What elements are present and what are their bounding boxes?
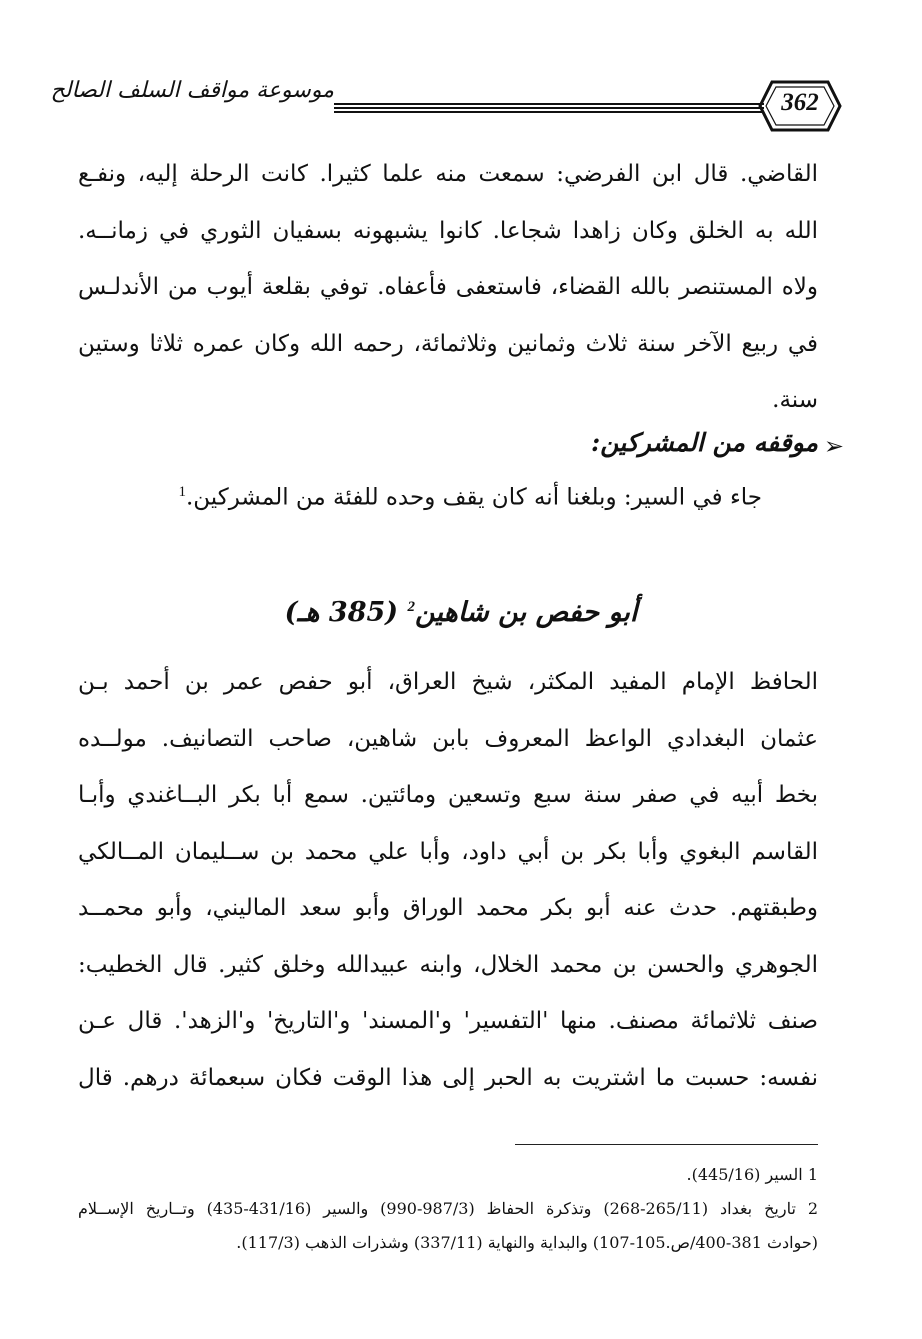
footnote-ref: 1 <box>178 484 186 500</box>
heading-date: (385 هـ) <box>284 597 399 628</box>
text-line: صنف ثلاثمائة مصنف. منها 'التفسير' و'المسند' و'التاريخ' و'الزهد'. قال عـن <box>78 1008 818 1034</box>
page-number-frame <box>758 78 842 134</box>
text-line: عثمان البغدادي الواعظ المعروف بابن شاهين، صاحب التصانيف. مولــده <box>78 725 818 752</box>
text-line: سنة. <box>772 387 818 413</box>
text-line: الجوهري والحسن بن محمد الخلال، وابنه عبيدالله وخلق كثير. قال الخطيب: <box>78 951 818 978</box>
footnote-1: 1 السير (445/16). <box>686 1165 818 1184</box>
text-line: القاسم البغوي وأبا بكر بن أبي داود، وأبا علي محمد بن ســليمان المــالكي <box>78 838 818 865</box>
heading-name: أبو حفص بن شاهين <box>414 597 638 628</box>
header-rule <box>334 102 764 114</box>
section-quote <box>178 484 762 511</box>
biography-heading <box>0 597 922 628</box>
footnote-2-cont: (حوادث 381-400/ص.105-107) والبداية والنهاية (337/11) وشذرات الذهب (117/3). <box>236 1233 818 1252</box>
text-line: الحافظ الإمام المفيد المكثر، شيخ العراق، أبو حفص عمر بن أحمد بـن <box>78 669 818 695</box>
intro-paragraph <box>78 146 818 429</box>
page-number: 362 <box>781 89 819 116</box>
text-line: في ربيع الآخر سنة ثلاث وثمانين وثلاثمائة، رحمه الله وكان عمره ثلاثا وستين <box>78 330 818 357</box>
book-title: موسوعة مواقف السلف الصالح <box>50 78 334 103</box>
text-line: القاضي. قال ابن الفرضي: سمعت منه علما كثيرا. كانت الرحلة إليه، ونفـع <box>78 161 818 187</box>
arrow-bullet-icon: ➢ <box>823 432 844 460</box>
page-header <box>50 74 842 138</box>
text-line: وطبقتهم. حدث عنه أبو بكر محمد الوراق وأبو سعد الماليني، وأبو محمــد <box>78 895 818 921</box>
section-title: موقفه من المشركين: <box>591 428 818 457</box>
footnote-2: 2 تاريخ بغداد (265/11-268) وتذكرة الحفاظ (987/3-990) والسير (431/16-435) وتــاريخ الإســلام <box>78 1199 819 1218</box>
footnotes <box>78 1158 818 1260</box>
footnote-divider <box>515 1144 818 1145</box>
text-line: نفسه: حسبت ما اشتريت به الحبر إلى هذا الوقت فكان سبعمائة درهم. قال <box>78 1064 818 1091</box>
footnote-ref: 2 <box>407 599 415 615</box>
biography-paragraph <box>78 654 818 1106</box>
text-line: الله به الخلق وكان زاهدا شجاعا. كانوا يشبهونه بسفيان الثوري في زمانــه. <box>78 217 818 244</box>
text-line: بخط أبيه في صفر سنة سبع وتسعين ومائتين. سمع أبا بكر البــاغندي وأبـا <box>78 782 818 808</box>
quote-text: جاء في السير: وبلغنا أنه كان يقف وحده للفئة من المشركين. <box>185 484 762 511</box>
text-line: ولاه المستنصر بالله القضاء، فاستعفى فأعفاه. توفي بقلعة أيوب من الأندلـس <box>78 274 818 300</box>
